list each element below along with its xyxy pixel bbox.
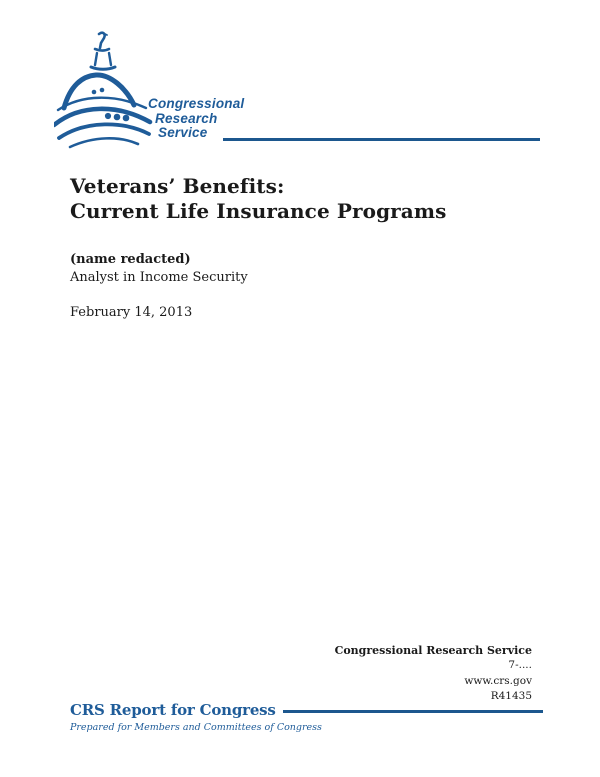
logo-word-service: Service (158, 125, 208, 140)
crs-report-tagline: Prepared for Members and Committees of Congress (70, 722, 322, 733)
capitol-dome-icon (54, 30, 154, 150)
author-name: (name redacted) (70, 252, 191, 267)
publication-phone: 7-.... (508, 659, 532, 672)
author-role: Analyst in Income Security (70, 269, 248, 285)
crs-report-banner (70, 701, 543, 733)
crs-report-rule (283, 710, 543, 713)
crs-logo-wordmark (148, 97, 244, 141)
crs-report-heading: CRS Report for Congress (70, 701, 276, 719)
logo-word-congressional: Congressional (148, 96, 245, 111)
logo-word-research: Research (155, 110, 218, 126)
report-title-line2: Current Life Insurance Programs (70, 198, 447, 223)
byline (70, 251, 248, 286)
crs-report-banner-row (70, 701, 543, 719)
publication-org: Congressional Research Service (334, 644, 532, 657)
publication-info (335, 643, 532, 705)
publication-website: www.crs.gov (464, 674, 532, 687)
masthead-rule (223, 138, 540, 141)
report-date: February 14, 2013 (70, 305, 193, 320)
report-title (70, 174, 446, 223)
report-number: R41435 (490, 690, 532, 703)
report-title-line1: Veterans’ Benefits: (70, 174, 285, 198)
